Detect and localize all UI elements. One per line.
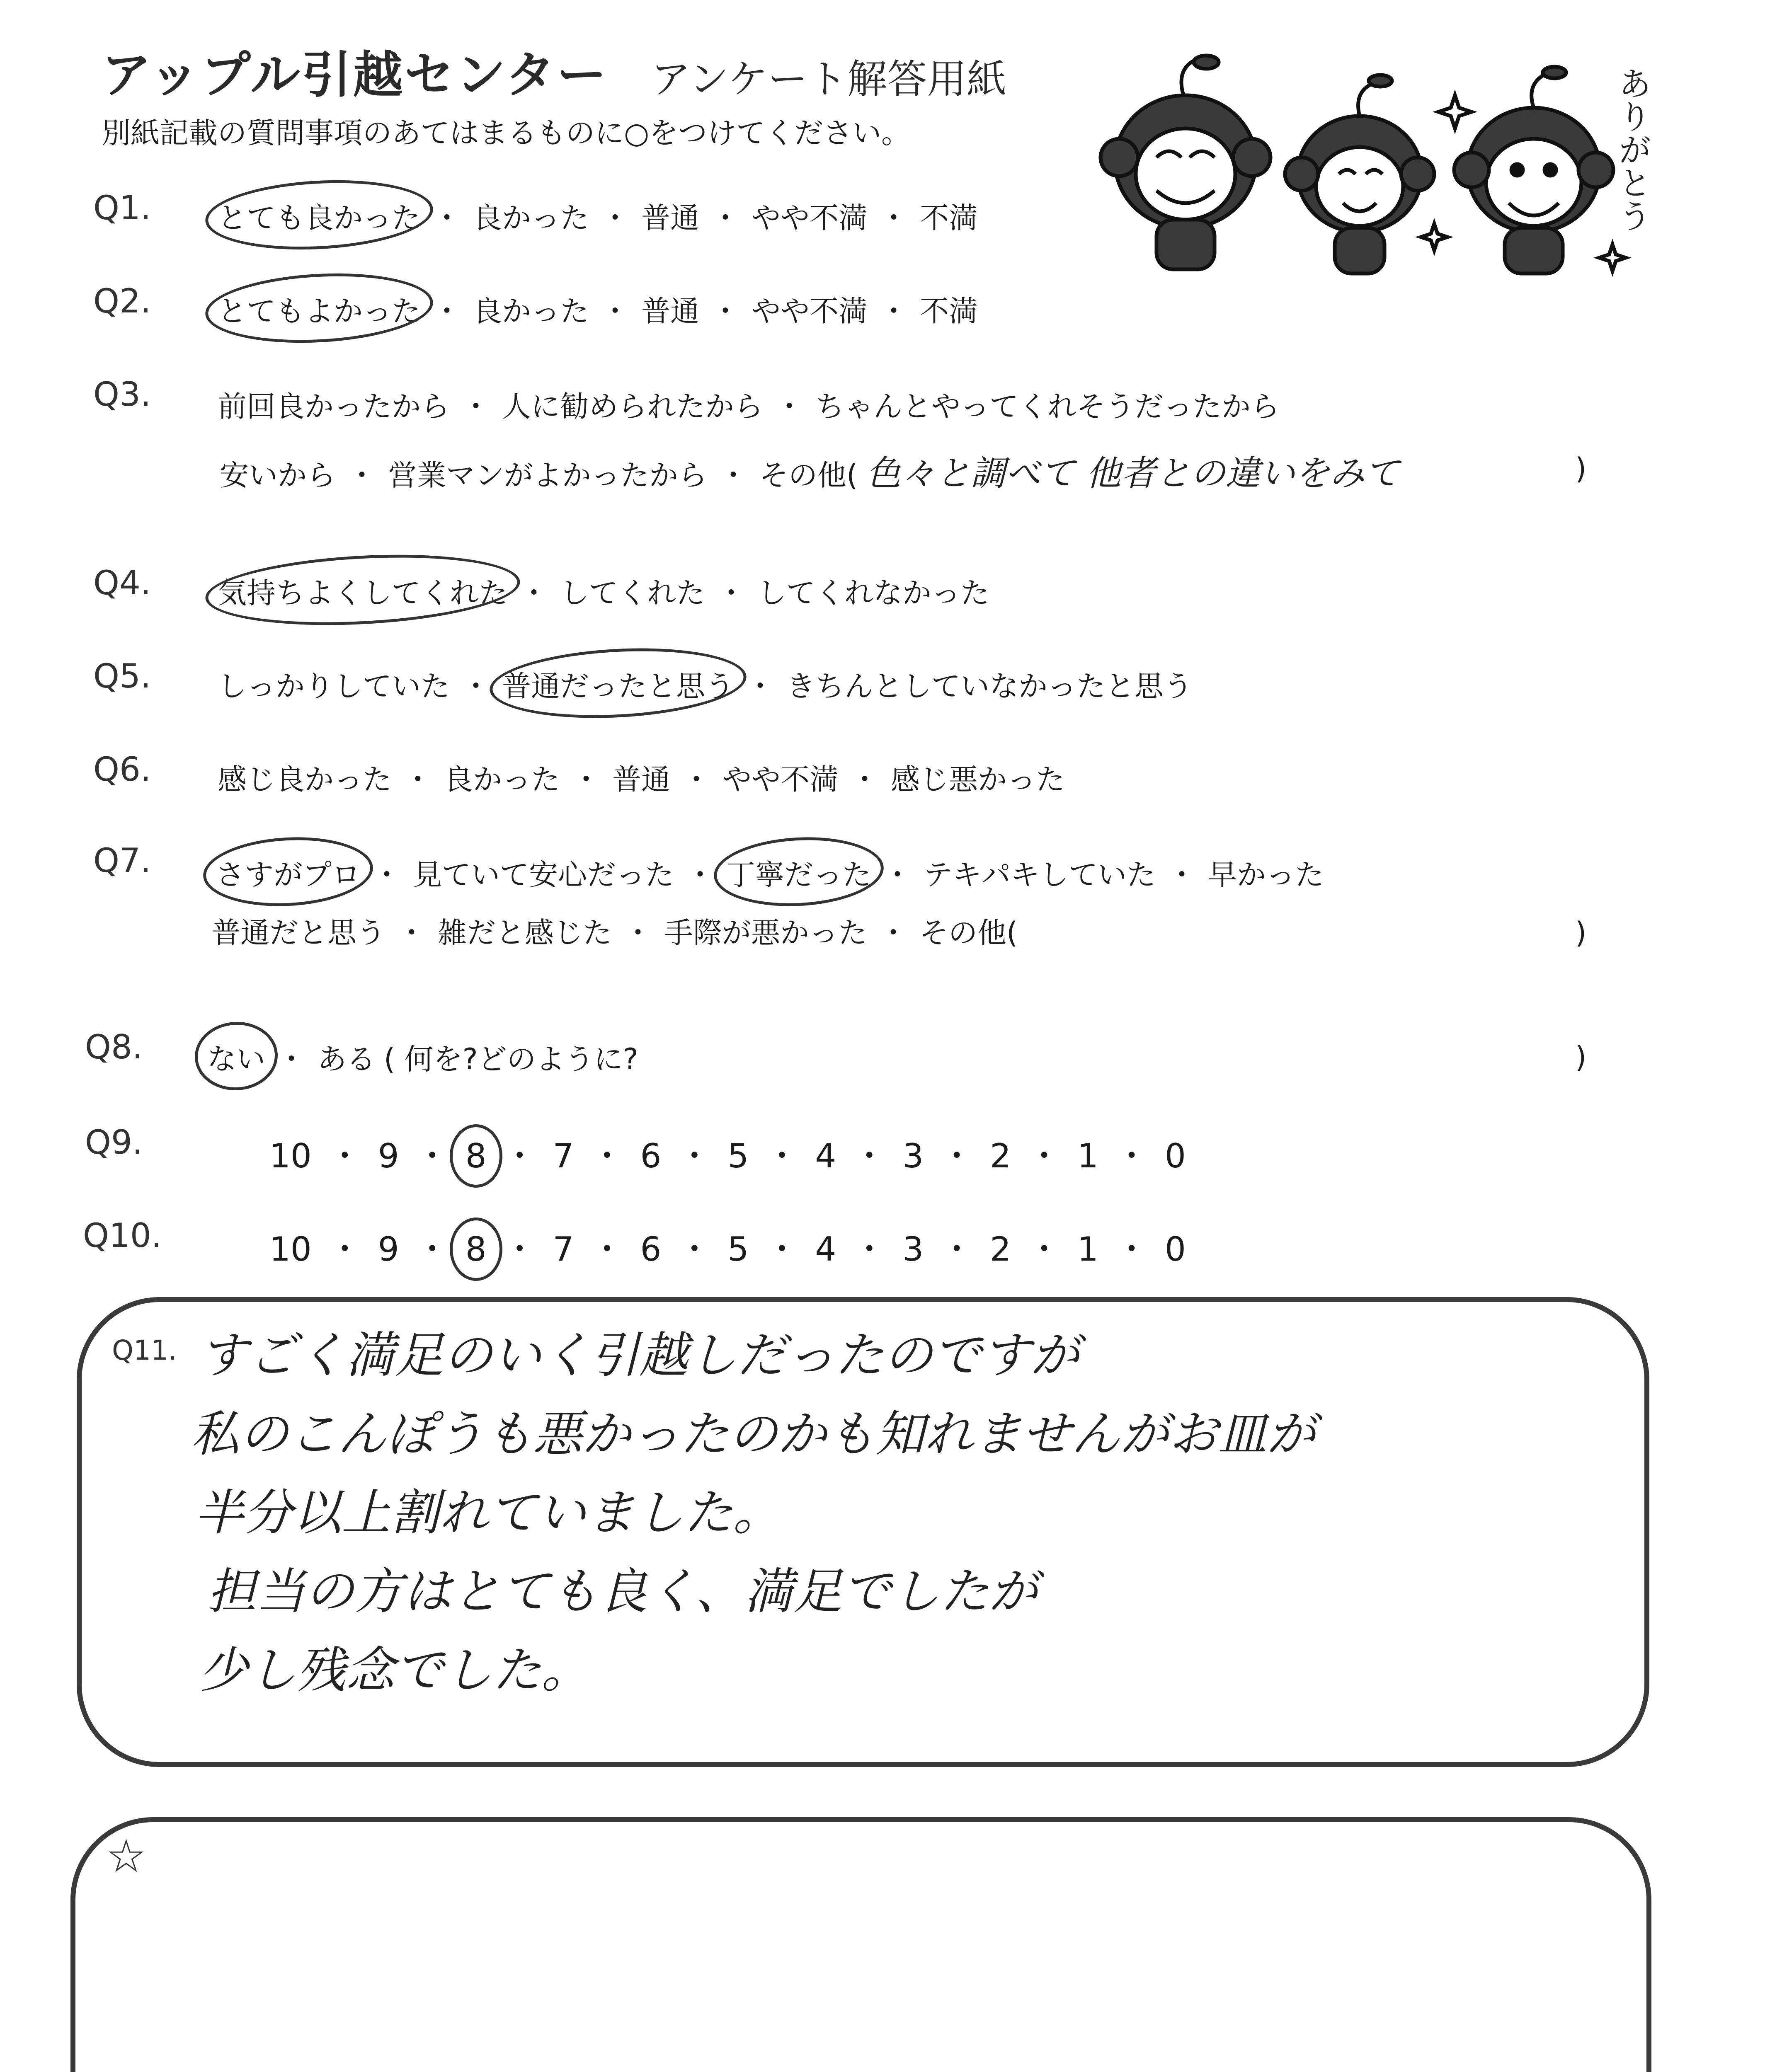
q2-option[interactable]: 普通 xyxy=(641,294,699,328)
form-subtitle: アンケート解答用紙 xyxy=(651,56,1007,102)
q3-options-row2: 安いから ・ 営業マンがよかったから ・ その他( 色々と調べて 他者との違いをみて xyxy=(220,445,1399,496)
q2-option[interactable]: 良かった xyxy=(473,294,589,328)
q11-line: 担当の方はとても良く、満足でしたが xyxy=(207,1563,1038,1620)
q7-option[interactable]: 普通だと思う xyxy=(211,916,385,950)
q9-score[interactable]: 6 xyxy=(640,1137,662,1175)
q10-score-selected[interactable]: 8 xyxy=(465,1230,487,1268)
q7-option-selected[interactable]: 丁寧だった xyxy=(726,852,871,893)
q4-option-selected[interactable]: 気持ちよくしてくれた xyxy=(218,570,508,612)
q6-option[interactable]: 良かった xyxy=(444,762,560,796)
q6-option[interactable]: やや不満 xyxy=(722,762,839,796)
q10-label: Q10. xyxy=(83,1216,162,1255)
q1-option[interactable]: やや不満 xyxy=(752,201,868,235)
q3-options-row1: 前回良かったから ・ 人に勧められたから ・ ちゃんとやってくれそうだったから xyxy=(218,383,1280,425)
q3-option[interactable]: 安いから xyxy=(220,458,336,492)
q8-close-paren: ) xyxy=(1575,1040,1587,1074)
q3-close-paren: ) xyxy=(1575,452,1587,486)
q7-options-row2: 普通だと思う ・ 雑だと感じた ・ 手際が悪かった ・ その他( xyxy=(211,910,1018,951)
q5-option[interactable]: しっかりしていた xyxy=(218,669,450,703)
q10-score[interactable]: 10 xyxy=(269,1230,312,1268)
q11-line: 少し残念でした。 xyxy=(199,1641,591,1699)
q10-score[interactable]: 6 xyxy=(640,1230,662,1268)
q4-options: 気持ちよくしてくれた ・ してくれた ・ してくれなかった xyxy=(218,570,989,612)
q7-option[interactable]: 雑だと感じた xyxy=(438,916,612,950)
q4-option[interactable]: してくれなかった xyxy=(757,576,989,610)
q9-score[interactable]: 10 xyxy=(269,1137,312,1175)
q3-option[interactable]: 営業マンがよかったから xyxy=(388,458,707,492)
q8-options: ない ・ ある ( 何を?どのように? xyxy=(207,1036,638,1078)
q1-option-selected[interactable]: とても良かった xyxy=(218,195,421,237)
q10-score[interactable]: 2 xyxy=(990,1230,1011,1268)
q9-score[interactable]: 2 xyxy=(990,1137,1011,1175)
q1-option[interactable]: 普通 xyxy=(641,201,699,235)
star-comment-box[interactable] xyxy=(70,1817,1651,2072)
q6-options: 感じ良かった ・ 良かった ・ 普通 ・ やや不満 ・ 感じ悪かった xyxy=(218,756,1065,798)
q10-score[interactable]: 5 xyxy=(727,1230,749,1268)
q11-label: Q11. xyxy=(112,1334,177,1366)
q3-label: Q3. xyxy=(93,375,151,414)
q9-score[interactable]: 1 xyxy=(1077,1137,1098,1175)
q10-score[interactable]: 7 xyxy=(553,1230,574,1268)
q4-label: Q4. xyxy=(93,564,151,602)
q3-option[interactable]: 前回良かったから xyxy=(218,390,450,424)
q7-other-label: その他( xyxy=(919,916,1018,950)
q9-score[interactable]: 0 xyxy=(1164,1137,1186,1175)
q4-option[interactable]: してくれた xyxy=(560,576,705,610)
q11-line: 半分以上割れていました。 xyxy=(195,1484,782,1541)
q2-option-selected[interactable]: とてもよかった xyxy=(218,288,421,330)
q3-option[interactable]: ちゃんとやってくれそうだったから xyxy=(815,390,1280,424)
q2-label: Q2. xyxy=(93,282,151,320)
q5-options: しっかりしていた ・ 普通だったと思う ・ きちんとしていなかったと思う xyxy=(218,663,1193,705)
q9-score-selected[interactable]: 8 xyxy=(465,1137,487,1175)
q9-score[interactable]: 3 xyxy=(902,1137,924,1175)
q5-label: Q5. xyxy=(93,657,151,695)
q10-score[interactable]: 1 xyxy=(1077,1230,1098,1268)
q8-ask-text: ( 何を?どのように? xyxy=(384,1042,638,1076)
q6-option[interactable]: 感じ悪かった xyxy=(891,762,1065,796)
q8-option[interactable]: ある xyxy=(318,1042,376,1076)
q2-option[interactable]: やや不満 xyxy=(752,294,868,328)
q7-close-paren: ) xyxy=(1575,916,1587,950)
q2-option[interactable]: 不満 xyxy=(920,294,978,328)
q3-other-label: その他( xyxy=(759,458,858,492)
monkey-mascots-illustration xyxy=(1094,50,1658,282)
q5-option-selected[interactable]: 普通だったと思う xyxy=(502,663,734,705)
instruction-text: 別紙記載の質問事項のあてはまるものに○をつけてください。 xyxy=(102,116,911,150)
q9-scale: 10 ・ 9 ・ 8 ・ 7 ・ 6 ・ 5 ・ 4 ・ 3 ・ 2 ・ 1 ・ 0 xyxy=(269,1137,1186,1175)
q2-options: とてもよかった ・ 良かった ・ 普通 ・ やや不満 ・ 不満 xyxy=(218,288,978,330)
q6-label: Q6. xyxy=(93,750,151,789)
q5-option[interactable]: きちんとしていなかったと思う xyxy=(786,669,1193,703)
q11-line: すごく満足のいく引越しだったのですが xyxy=(199,1326,1080,1384)
q8-label: Q8. xyxy=(85,1028,143,1066)
q3-option[interactable]: 人に勧められたから xyxy=(502,390,763,424)
q1-options: とても良かった ・ 良かった ・ 普通 ・ やや不満 ・ 不満 xyxy=(218,195,978,237)
q10-score[interactable]: 3 xyxy=(902,1230,924,1268)
q7-option[interactable]: 手際が悪かった xyxy=(664,916,867,950)
q7-label: Q7. xyxy=(93,841,151,880)
q7-option[interactable]: 早かった xyxy=(1208,858,1324,892)
q6-option[interactable]: 普通 xyxy=(612,762,670,796)
q10-score[interactable]: 0 xyxy=(1164,1230,1186,1268)
q11-handwritten-comment xyxy=(191,1316,1316,1709)
q9-label: Q9. xyxy=(85,1123,143,1162)
q1-label: Q1. xyxy=(93,189,151,227)
star-mark-icon: ☆ xyxy=(106,1830,147,1883)
q10-score[interactable]: 9 xyxy=(378,1230,399,1268)
q9-score[interactable]: 4 xyxy=(815,1137,836,1175)
q10-score[interactable]: 4 xyxy=(815,1230,836,1268)
mascot-thanks-text: ありがとう xyxy=(1613,66,1651,232)
q7-option-selected[interactable]: さすがプロ xyxy=(216,852,361,893)
q7-option[interactable]: テキパキしていた xyxy=(924,858,1156,892)
q6-option[interactable]: 感じ良かった xyxy=(218,762,392,796)
q11-line: 私のこんぽうも悪かったのかも知れませんがお皿が xyxy=(191,1405,1316,1462)
q3-other-handwritten[interactable]: 色々と調べて 他者との違いをみて xyxy=(866,453,1400,494)
q1-option[interactable]: 良かった xyxy=(473,201,589,235)
q7-options-row1: さすがプロ ・ 見ていて安心だった ・ 丁寧だった ・ テキパキしていた ・ 早かった xyxy=(216,852,1324,893)
q9-score[interactable]: 7 xyxy=(553,1137,574,1175)
form-title: アップル引越センター xyxy=(102,46,608,104)
q1-option[interactable]: 不満 xyxy=(920,201,978,235)
q7-option[interactable]: 見ていて安心だった xyxy=(413,858,674,892)
q9-score[interactable]: 5 xyxy=(727,1137,749,1175)
q8-option-selected[interactable]: ない xyxy=(207,1036,265,1078)
q9-score[interactable]: 9 xyxy=(378,1137,399,1175)
q10-scale: 10 ・ 9 ・ 8 ・ 7 ・ 6 ・ 5 ・ 4 ・ 3 ・ 2 ・ 1 ・ 0 xyxy=(269,1230,1186,1268)
